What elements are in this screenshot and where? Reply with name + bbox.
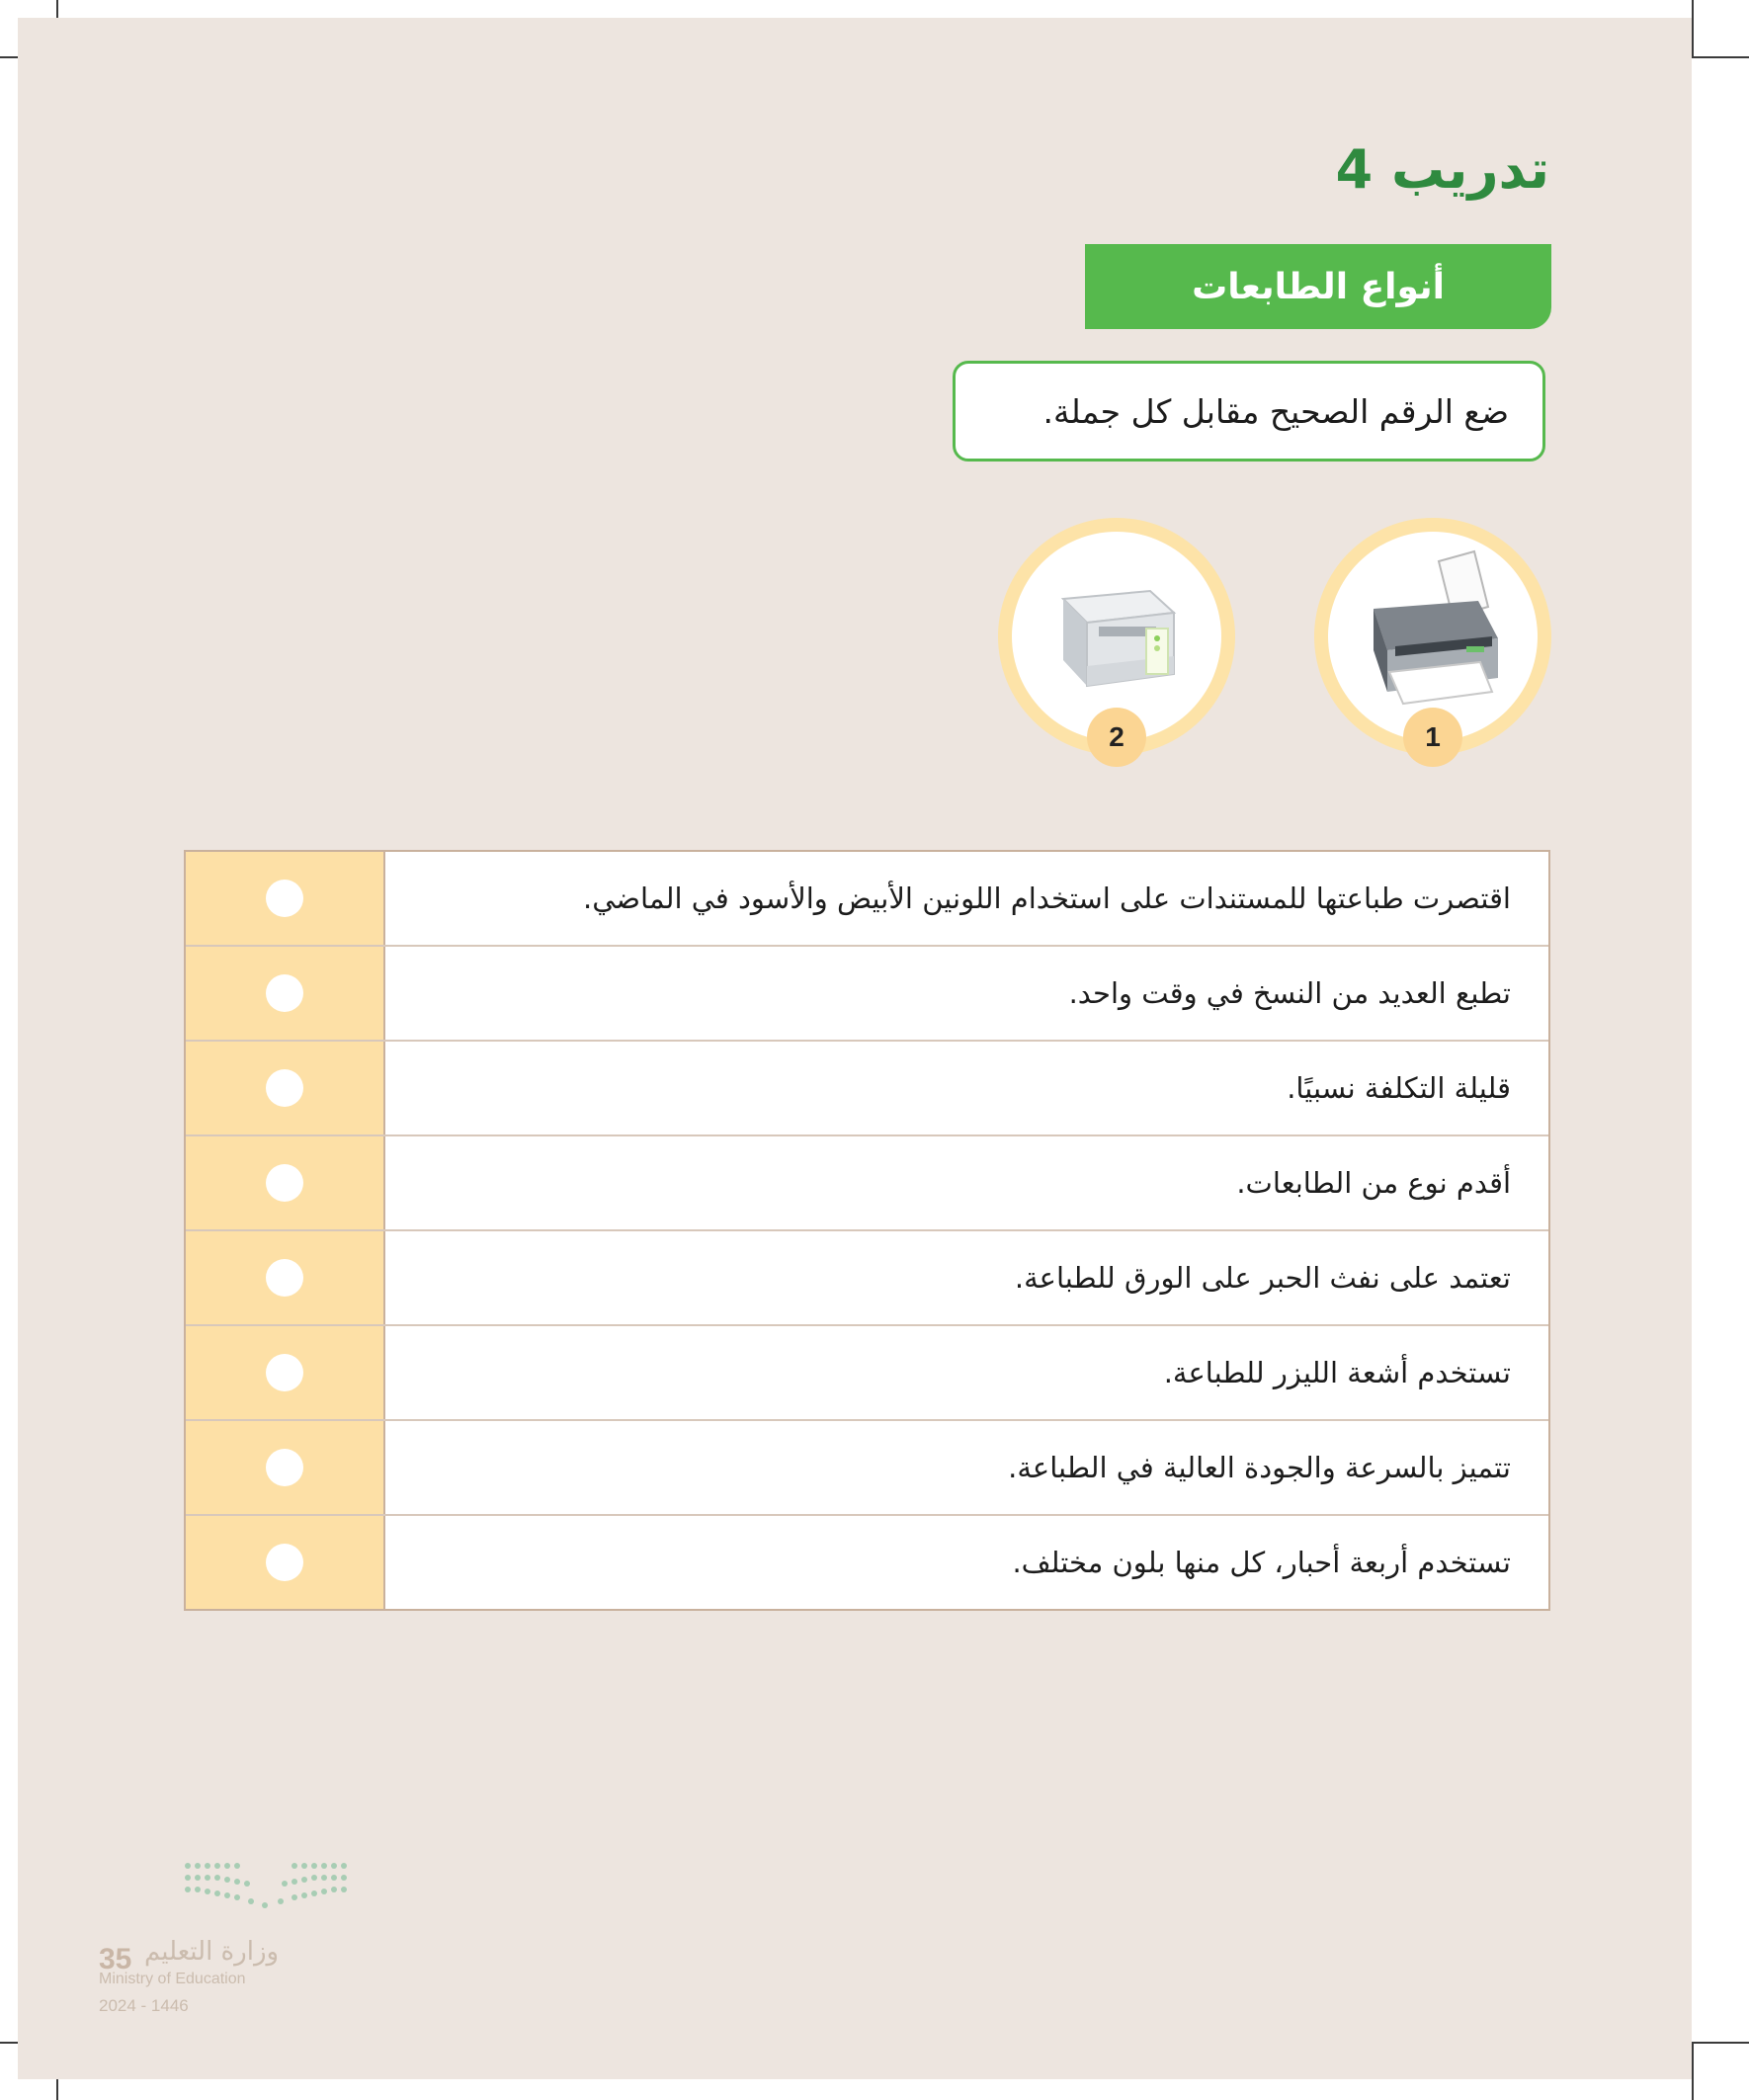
- crop-mark: [1692, 2042, 1749, 2044]
- answer-slot[interactable]: [266, 1544, 303, 1581]
- statement-text: تستخدم أشعة الليزر للطباعة.: [385, 1326, 1548, 1419]
- answer-slot[interactable]: [266, 1164, 303, 1202]
- answer-cell[interactable]: [186, 947, 385, 1040]
- table-row: [186, 852, 1548, 947]
- section-title: أنواع الطابعات: [1192, 266, 1445, 307]
- statement-text: تستخدم أربعة أحبار، كل منها بلون مختلف.: [385, 1516, 1548, 1609]
- answer-cell[interactable]: [186, 1136, 385, 1229]
- table-row: [186, 947, 1548, 1042]
- section-banner: [1085, 244, 1551, 329]
- statement-text: تتميز بالسرعة والجودة العالية في الطباعة.: [385, 1421, 1548, 1514]
- page-number: 35: [99, 1943, 132, 1975]
- table-row: [186, 1421, 1548, 1516]
- ministry-logo-icon: [182, 1860, 350, 1915]
- table-row: [186, 1231, 1548, 1326]
- answer-cell[interactable]: [186, 1231, 385, 1324]
- answer-slot[interactable]: [266, 1354, 303, 1391]
- printer-option-1: [1314, 518, 1551, 755]
- statement-text: أقدم نوع من الطابعات.: [385, 1136, 1548, 1229]
- matching-table: [184, 850, 1550, 1611]
- answer-cell[interactable]: [186, 1326, 385, 1419]
- ministry-name-arabic: وزارة التعليم: [144, 1937, 280, 1967]
- answer-slot[interactable]: [266, 1449, 303, 1486]
- exercise-title: تدريب 4: [1335, 138, 1549, 201]
- edition-year: 2024 - 1446: [99, 1996, 189, 2015]
- ministry-name-english: Ministry of Education: [99, 1971, 246, 1987]
- printer-number-badge: 2: [1087, 708, 1146, 767]
- table-row: [186, 1326, 1548, 1421]
- inkjet-printer-icon: [1344, 544, 1522, 712]
- statement-text: اقتصرت طباعتها للمستندات على استخدام اللونين الأبيض والأسود في الماضي.: [385, 852, 1548, 945]
- table-row: [186, 1136, 1548, 1231]
- crop-mark: [1692, 2043, 1694, 2100]
- answer-cell[interactable]: [186, 852, 385, 945]
- answer-cell[interactable]: [186, 1516, 385, 1609]
- answer-slot[interactable]: [266, 1069, 303, 1107]
- laser-printer-icon: [1028, 544, 1206, 712]
- instruction-box: [953, 361, 1545, 462]
- table-row: [186, 1516, 1548, 1609]
- instruction-text: ضع الرقم الصحيح مقابل كل جملة.: [1042, 391, 1509, 431]
- printer-option-2: [998, 518, 1235, 755]
- crop-mark: [1692, 56, 1749, 58]
- crop-mark: [1692, 0, 1694, 57]
- statement-text: تعتمد على نفث الحبر على الورق للطباعة.: [385, 1231, 1548, 1324]
- printer-number-badge: 1: [1403, 708, 1462, 767]
- answer-slot[interactable]: [266, 974, 303, 1012]
- table-row: [186, 1042, 1548, 1136]
- statement-text: قليلة التكلفة نسبيًا.: [385, 1042, 1548, 1134]
- answer-slot[interactable]: [266, 880, 303, 917]
- answer-cell[interactable]: [186, 1421, 385, 1514]
- statement-text: تطبع العديد من النسخ في وقت واحد.: [385, 947, 1548, 1040]
- answer-slot[interactable]: [266, 1259, 303, 1297]
- answer-cell[interactable]: [186, 1042, 385, 1134]
